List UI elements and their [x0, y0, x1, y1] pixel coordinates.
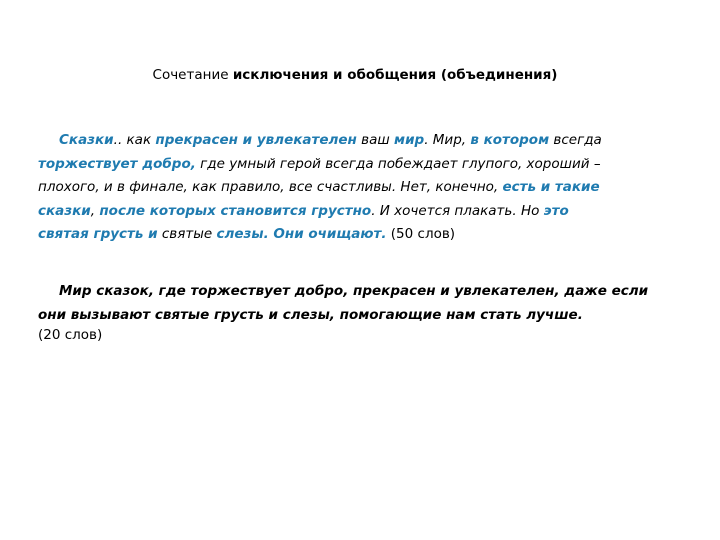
text-highlight: Сказки	[59, 132, 114, 148]
slide-title	[0, 66, 710, 84]
paragraph-summary-line-1: Мир сказок, где торжествует добро, прекрасен и увлекателен, даже если	[59, 283, 649, 299]
paragraph-story-line-2	[38, 153, 688, 177]
title-normal: Сочетание	[152, 67, 233, 83]
text-plain: ,	[90, 202, 100, 219]
paragraph-story-line-3	[38, 176, 688, 200]
paragraph-story-line-4	[38, 200, 688, 224]
word-count: (50 слов)	[386, 226, 456, 242]
text-highlight: святая грусть и	[38, 226, 158, 242]
text-highlight: слезы. Они очищают	[216, 226, 382, 242]
text-plain: плохого, и в финале, как правило, все счастливы. Нет, конечно,	[38, 179, 503, 195]
text-plain: .. как	[113, 132, 156, 148]
text-highlight: это	[543, 202, 569, 219]
paragraph-summary-line-2: они вызывают святые грусть и слезы, помогающие нам стать лучше.	[38, 306, 583, 323]
text-highlight: .	[381, 226, 387, 242]
paragraph-story	[38, 129, 688, 247]
text-highlight: после которых становится грустно	[99, 202, 372, 219]
text-highlight: прекрасен и увлекателен	[155, 132, 357, 148]
paragraph-story-line-5	[38, 223, 688, 247]
text-plain: всегда	[549, 132, 602, 148]
text-plain: где умный герой всегда побеждает глупого, хороший –	[195, 155, 601, 172]
text-highlight: в котором	[470, 132, 550, 148]
paragraph-summary	[38, 280, 688, 327]
text-plain: святые	[157, 226, 217, 242]
text-plain: ваш	[356, 132, 395, 148]
text-highlight: торжествует добро,	[38, 155, 196, 172]
text-plain: . Мир,	[424, 132, 471, 148]
word-count-summary: (20 слов)	[38, 327, 103, 343]
title-bold: исключения и обобщения (объединения)	[232, 67, 558, 83]
text-highlight: сказки	[38, 202, 91, 219]
text-plain: . И хочется плакать. Но	[371, 202, 544, 219]
paragraph-story-line-1	[38, 129, 688, 153]
text-highlight: мир	[394, 132, 425, 148]
text-highlight: есть и такие	[502, 179, 600, 195]
